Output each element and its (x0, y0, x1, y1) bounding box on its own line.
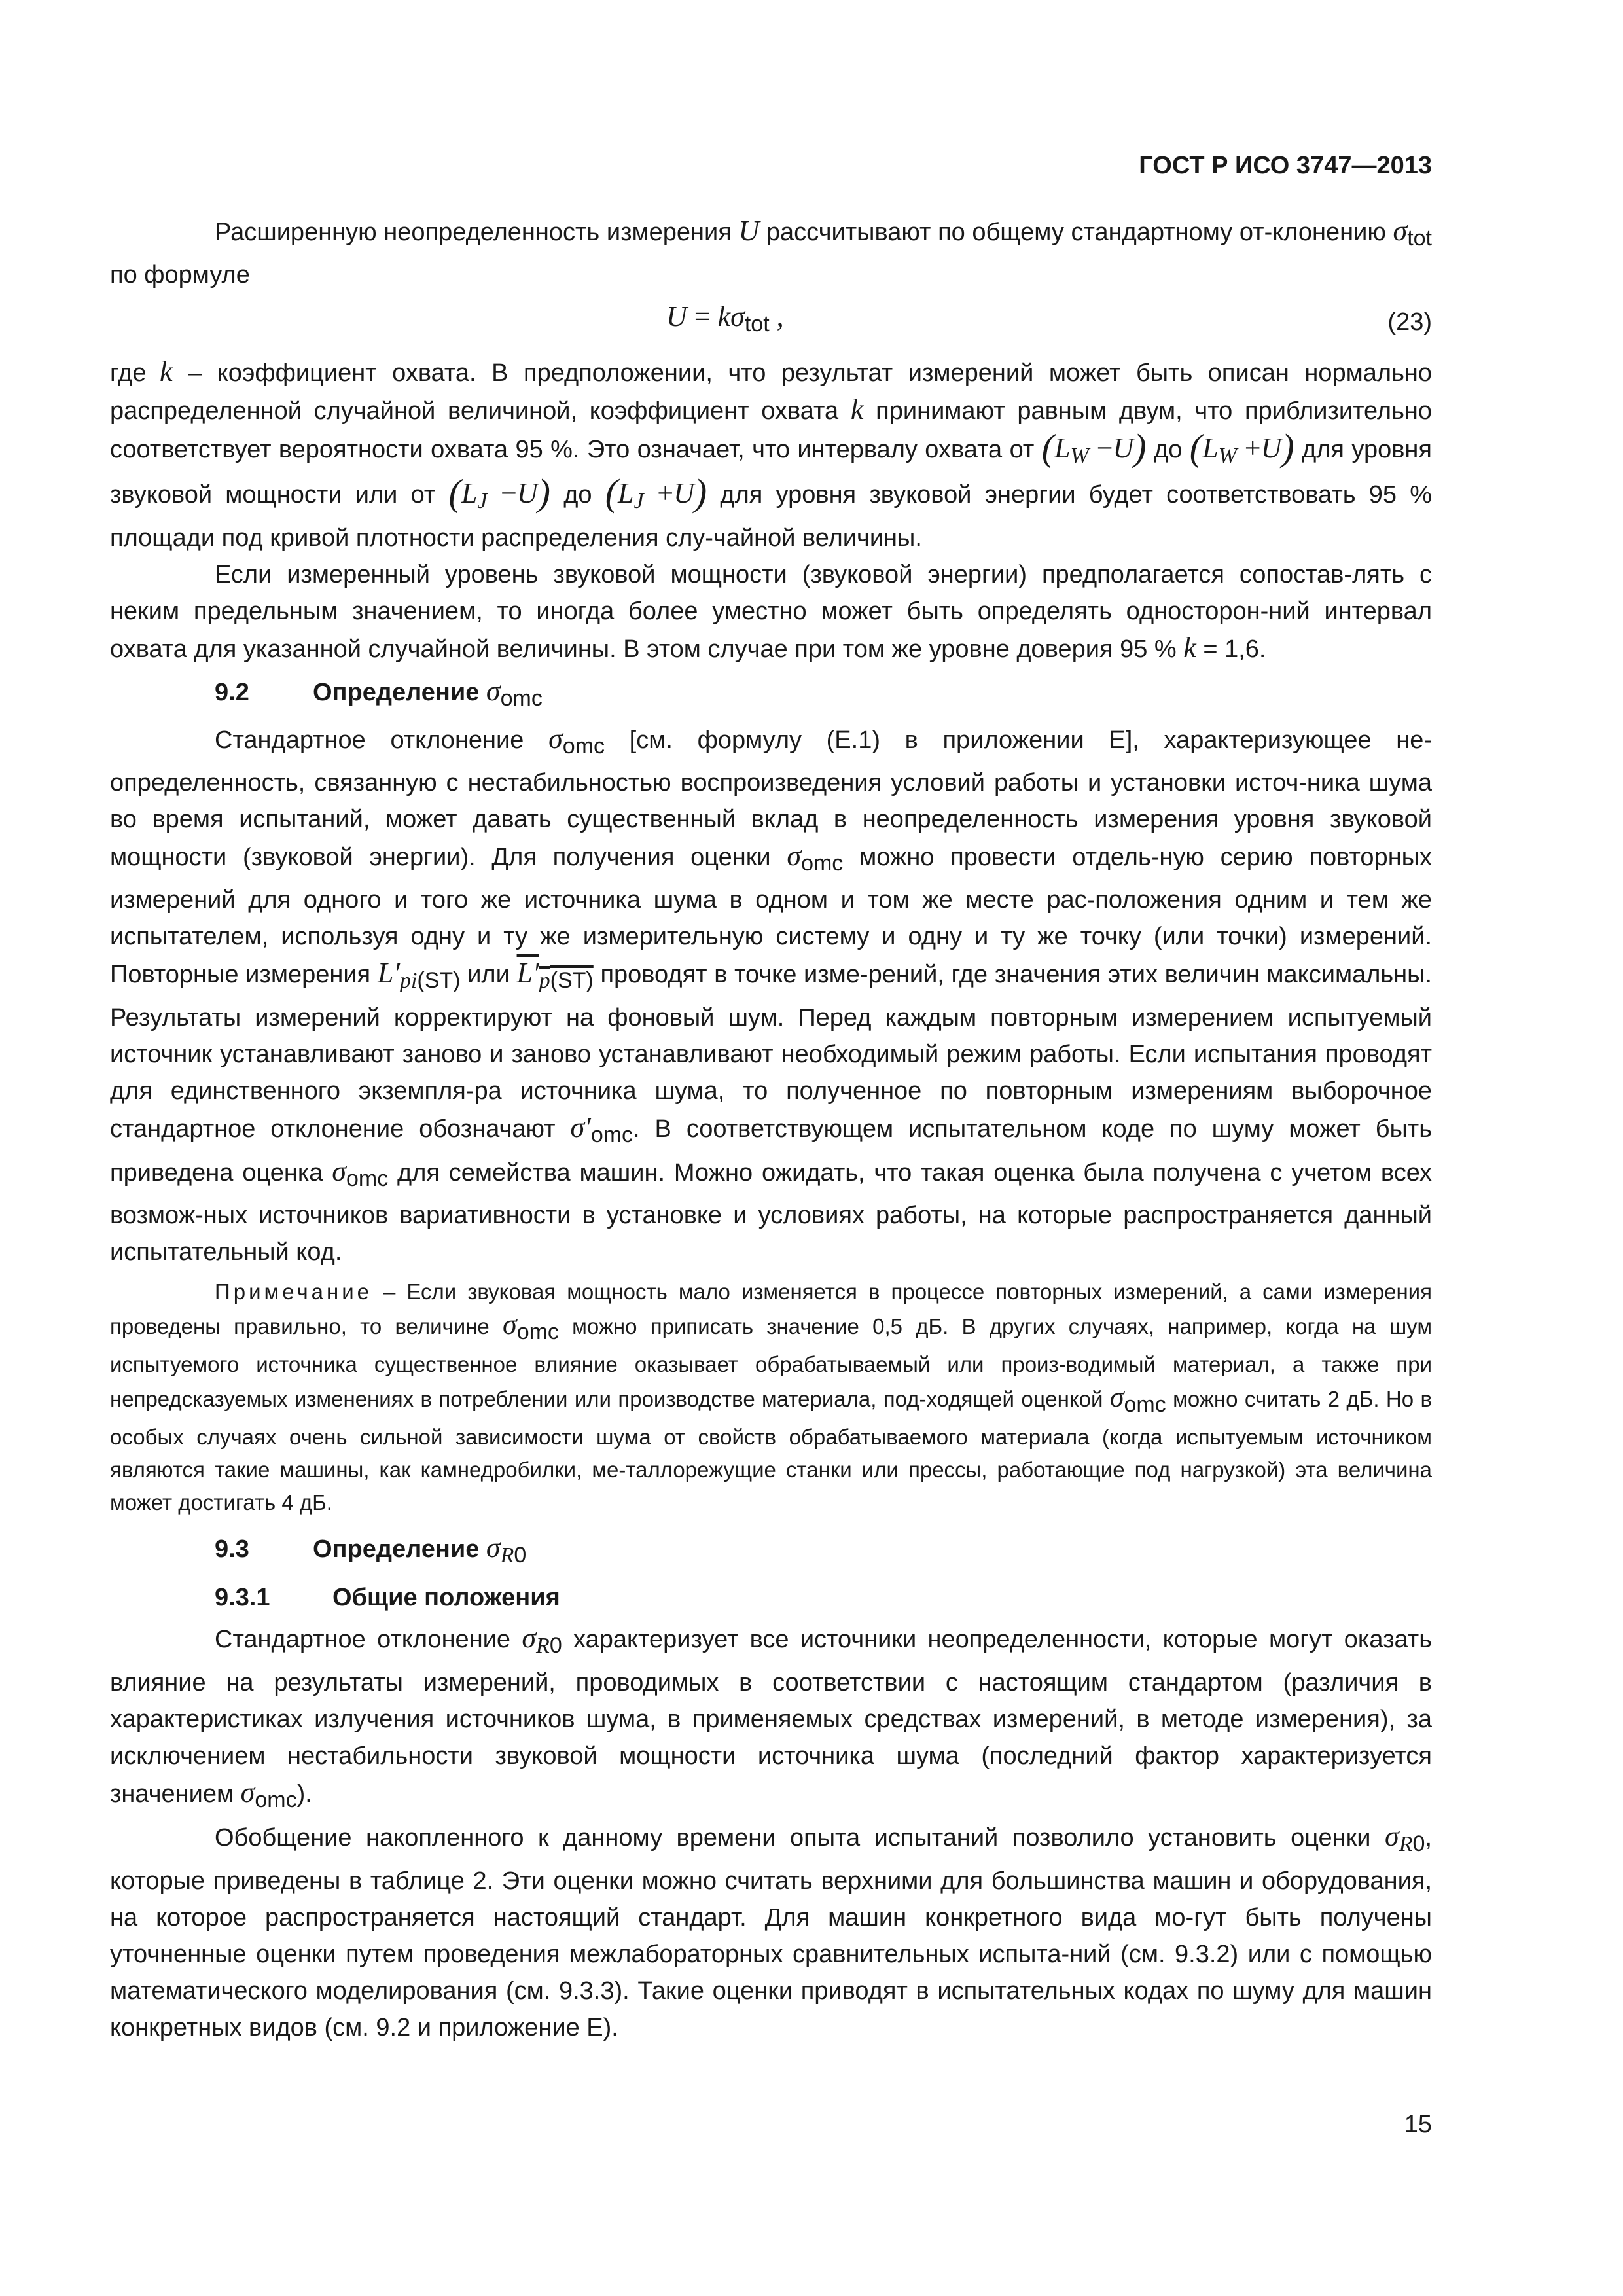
paragraph-sigma-R0 (110, 1620, 1432, 1818)
text: – Если звуковая мощность мало изменяется в процессе повторных измерений, а сами измерения проведены правильно, то величине (110, 1280, 1432, 1338)
section-heading-9-3-1 (110, 1579, 1432, 1616)
text: ). (296, 1780, 312, 1808)
section-number: 9.2 (215, 679, 249, 706)
section-heading-9-3 (110, 1530, 1432, 1574)
interval-LJ-minus-U: (LJ −U) (448, 471, 550, 514)
symbol-sigma-omc: $\sigma_{omc}$ (332, 1155, 389, 1191)
section-number: 9.3.1 (215, 1584, 270, 1611)
text: до (563, 481, 592, 509)
symbol-sigma-tot: $\sigma_{tot}$ (1393, 215, 1433, 251)
paragraph-coverage-factor (110, 353, 1432, 556)
paragraph-one-sided-interval (110, 556, 1432, 668)
symbol-sigma-omc: $\sigma_{omc}$ (486, 675, 543, 711)
text: до (1154, 436, 1183, 463)
text: принимают равным двум, что приблизительно соответствует вероятности охвата 95 %. Это означает, что интервалу охвата от (110, 397, 1433, 463)
symbol-sigma-R0: $\sigma R_0$ (486, 1532, 527, 1568)
text: Расширенную неопределенность измерения (215, 219, 732, 246)
symbol-sigma-omc: $\sigma_{omc}$ (503, 1308, 559, 1344)
symbol-k: k (160, 355, 173, 387)
interval-LJ-plus-U: (LJ +U) (605, 471, 707, 514)
text-where: где (110, 359, 147, 387)
formula-23 (110, 295, 1432, 348)
text: можно провести отдель-ную серию повторных измерений для одного и того же источника шума в одном и том же месте рас-положения одним и тем же испытателем, используя одну и ту же измерительную систему и одну и ту же точку (или точки) измерений. Повторные измерения (110, 844, 1432, 988)
note-block (110, 1276, 1432, 1519)
text: можно считать 2 дБ. Но в особых случаях очень сильной зависимости шума от свойств обрабатываемого материала (когда испытуемым источником являются такие машины, как камнедробилки, ме-таллорежущие станки или прессы, работающие под нагрузкой) эта величина может достигать 4 дБ. (110, 1387, 1432, 1515)
section-heading-9-2 (110, 673, 1432, 717)
text: проводят в точке изме-рений, где значения этих величин максимальны. Результаты измерений корректируют на фоновый шум. Перед каждым повторным измерением испытуемый источник устанавливают заново и заново устанавливают необходимый режим работы. Если испытания проводят для единственного экземпля-ра источника шума, то полученное по повторным измерениям выборочное стандартное отклонение обозначают (110, 961, 1433, 1143)
paragraph-sigma-omc (110, 721, 1432, 1270)
text: . В соответствующем испытательном коде по шуму может быть приведена оценка (110, 1115, 1432, 1187)
symbol-L-prime-p-ST-mean: $L'p_{(ST)}$ (516, 957, 594, 993)
interval-LW-minus-U: (LW −U) (1041, 426, 1147, 469)
paragraph-generalization (110, 1818, 1432, 2046)
formula-number: (23) (1387, 308, 1432, 336)
text: рассчитывают по общему стандартному от-клонению (766, 219, 1386, 246)
text: для уровня звуковой энергии будет соответствовать 95 % площади под кривой плотности распределения слу-чайной величины. (110, 481, 1433, 552)
symbol-sigma-R0: $\sigma R_0$ (1385, 1820, 1425, 1856)
text: , которые приведены в таблице 2. Эти оценки можно считать верхними для большинства машин и оборудования, на которое распространяется настоящий стандарт. Для машин конкретного вида мо-гут быть получены уточненные оценки путем проведения межлабораторных сравнительных испыта-ний (см. 9.3.2) или с помощью математического моделирования (см. 9.3.3). Такие оценки приводят в испытательных кодах по шуму для машин конкретных видов (см. 9.2 и приложение Е). (110, 1824, 1432, 2041)
text: можно приписать значение 0,5 дБ. В других случаях, например, когда на шум испытуемого источника существенное влияние оказывает обрабатываемый или произ-водимый материал, а также при непредсказуемых изменениях в потреблении или производстве материала, под-ходящей оценкой (110, 1314, 1433, 1411)
section-title: Общие положения (332, 1584, 560, 1611)
symbol-L-prime-pi-ST: $L'pi_{(ST)}$ (377, 957, 461, 993)
text: Стандартное отклонение (215, 1626, 511, 1653)
text: для уровня звуковой мощности или от (110, 436, 1432, 509)
note-heading: Примечание (215, 1280, 373, 1304)
symbol-sigma-prime-omc: $\sigma'_{omc}$ (570, 1111, 633, 1147)
text: характеризует все источники неопределенности, которые могут оказать влияние на результаты измерений, проводимых в соответствии с настоящим стандартом (различия в характеристиках излучения источников шума, в применяемых средствах измерений, в методе измерения), за исключением нестабильности звуковой мощности источника шума (последний фактор характеризуется значением (110, 1626, 1432, 1808)
formula-expression: $U = k\sigma_{tot}$ , (666, 300, 784, 336)
text: – коэффициент охвата. В предположении, что результат измерений может быть описан нормально распределенной случайной величиной, коэффициент охвата (110, 359, 1432, 425)
interval-LW-plus-U: (LW +U) (1189, 426, 1294, 469)
document-header: ГОСТ Р ИСО 3747—2013 (1139, 152, 1432, 179)
section-number: 9.3 (215, 1535, 249, 1563)
text: по формуле (110, 261, 250, 289)
text: для семейства машин. Можно ожидать, что такая оценка была получена с учетом всех возмож-ных источников вариативности в установке и условиях работы, на которые распространяется данный испытательный код. (110, 1159, 1432, 1266)
text: [см. формулу (Е.1) в приложении Е], характеризующее не-определенность, связанную с нестабильностью воспроизведения условий работы и установки источ-ника шума во время испытаний, может давать существенный вклад в неопределенность измерения уровня звуковой мощности (звуковой энергии). Для получения оценки (110, 726, 1433, 871)
symbol-sigma-omc: $\sigma_{omc}$ (240, 1776, 297, 1812)
symbol-sigma-omc: $\sigma_{omc}$ (1109, 1381, 1166, 1417)
section-title: Определение (313, 1535, 480, 1563)
symbol-sigma-omc: $\sigma_{omc}$ (787, 840, 844, 876)
text: Обобщение накопленного к данному времени опыта испытаний позволило установить оценки (215, 1824, 1371, 1852)
paragraph-expanded-uncertainty (110, 213, 1432, 293)
text: Если измеренный уровень звуковой мощности (звуковой энергии) предполагается сопостав-лять с неким предельным значением, то иногда более уместно может быть определять односторон-ний интервал охвата для указанной случайной величины. В этом случае при том же уровне доверия 95 % (110, 561, 1432, 663)
text: или (467, 961, 510, 988)
section-title: Определение (313, 679, 480, 706)
symbol-U: U (738, 215, 760, 247)
text: Стандартное отклонение (215, 726, 524, 754)
text: = 1,6. (1203, 636, 1266, 663)
symbol-sigma-R0: $\sigma R_0$ (522, 1622, 562, 1658)
page-number: 15 (1404, 2111, 1432, 2138)
symbol-sigma-omc: $\sigma_{omc}$ (548, 723, 605, 759)
symbol-k: k (850, 393, 864, 425)
document-body (110, 213, 1432, 2046)
symbol-k: k (1183, 632, 1196, 664)
